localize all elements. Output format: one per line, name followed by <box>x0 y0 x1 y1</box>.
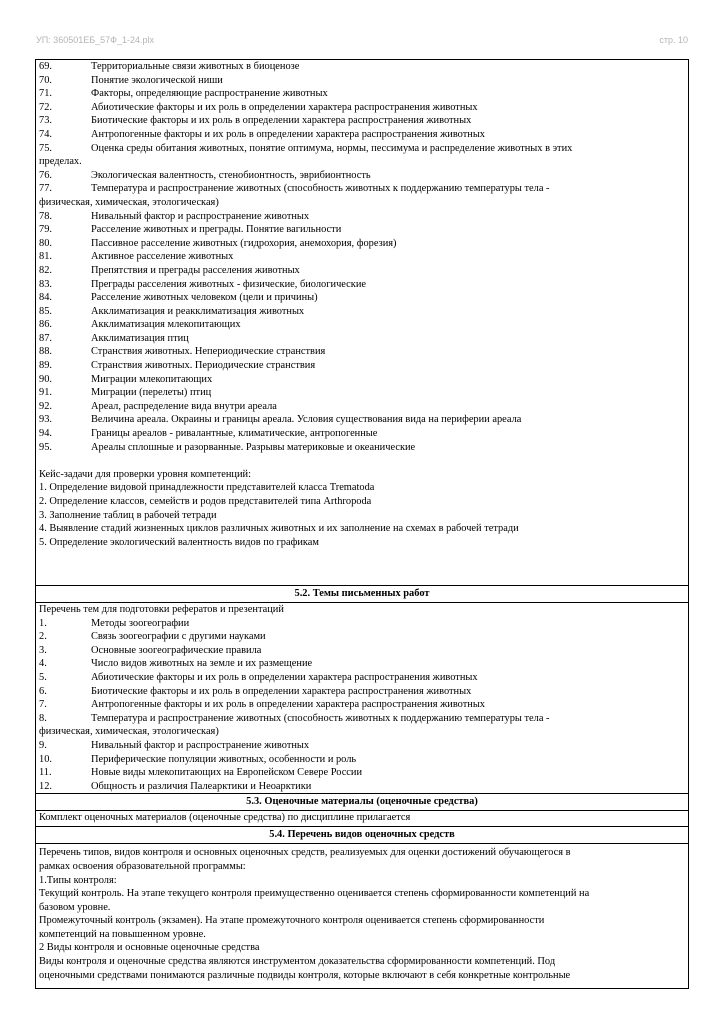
item-number: 78. <box>39 210 52 222</box>
list-item <box>39 671 685 685</box>
item-number: 91. <box>39 387 52 399</box>
item-text: Температура и распространение животных (способность животных к поддержанию температуры тела - <box>91 183 550 195</box>
item-number: 95. <box>39 441 52 453</box>
paragraph-line: Текущий контроль. На этапе текущего контроля преимущественно оценивается степень сформированности компетенций на <box>39 888 590 900</box>
list-item <box>39 128 685 142</box>
item-text: Акклиматизация и реакклиматизация животных <box>91 305 305 317</box>
item-text: Антропогенные факторы и их роль в определении характера распространения животных <box>91 699 485 711</box>
item-number: 3. <box>39 644 47 656</box>
item-text: Связь зоогеографии с другими науками <box>91 631 266 643</box>
list-item <box>39 101 685 115</box>
item-text: Антропогенные факторы и их роль в определении характера распространения животных <box>91 128 485 140</box>
item-number: 11. <box>39 767 52 779</box>
item-text: Территориальные связи животных в биоценозе <box>91 61 300 72</box>
list-item <box>39 332 685 346</box>
item-text: Акклиматизация млекопитающих <box>91 319 241 331</box>
item-text-continuation: физическая, химическая, этологическая) <box>39 196 219 208</box>
item-number: 86. <box>39 319 52 331</box>
list-item <box>39 359 685 373</box>
list-item <box>39 644 685 658</box>
item-text: Границы ареалов - ривалантные, климатические, антропогенные <box>91 428 378 440</box>
paragraph-line: компетенций на повышенном уровне. <box>39 928 206 940</box>
item-text: Оценка среды обитания животных, понятие оптимума, нормы, пессимума и распределение животных в этих <box>91 142 573 154</box>
list-item <box>39 712 685 726</box>
item-number: 10. <box>39 753 52 765</box>
item-text: Основные зоогеографические правила <box>91 644 262 656</box>
item-text: Число видов животных на земле и их размещение <box>91 658 313 670</box>
item-number: 82. <box>39 264 52 276</box>
item-text-continuation: пределах. <box>39 156 82 168</box>
paragraph-line: Промежуточный контроль (экзамен). На этапе промежуточного контроля оценивается степень сформированности <box>39 915 545 927</box>
item-number: 8. <box>39 712 47 724</box>
cases-title: Кейс-задачи для проверки уровня компетенций: <box>39 468 251 480</box>
questions-section <box>36 60 688 586</box>
section-5-2-intro: Перечень тем для подготовки рефератов и презентаций <box>39 604 284 615</box>
item-number: 88. <box>39 346 52 358</box>
list-item <box>39 698 685 712</box>
item-number: 4. <box>39 658 47 670</box>
item-number: 92. <box>39 400 52 412</box>
list-item <box>39 182 685 196</box>
paragraph-line: рамках освоения образовательной программы: <box>39 860 246 872</box>
list-item <box>39 305 685 319</box>
item-text: Периферические популяции животных, особенности и роль <box>91 753 357 765</box>
item-number: 85. <box>39 305 52 317</box>
item-number: 87. <box>39 332 52 344</box>
question-list <box>39 60 685 454</box>
item-text: Понятие экологической ниши <box>91 74 223 86</box>
paragraph-line: 1.Типы контроля: <box>39 874 117 886</box>
item-text: Величина ареала. Окраины и границы ареала. Условия существования вида на периферии ареала <box>91 414 522 426</box>
item-text: Абиотические факторы и их роль в определении характера распространения животных <box>91 671 478 683</box>
item-text: Преграды расселения животных - физические, биологические <box>91 278 366 290</box>
list-item <box>39 210 685 224</box>
item-text: Нивальный фактор и распространение животных <box>91 739 310 751</box>
list-item <box>39 278 685 292</box>
item-text: Расселение животных и преграды. Понятие вагильности <box>91 224 342 236</box>
item-number: 74. <box>39 128 52 140</box>
list-item <box>39 441 685 455</box>
item-number: 12. <box>39 780 52 792</box>
item-text: Препятствия и преграды расселения животных <box>91 264 300 276</box>
section-5-3-text: Комплект оценочных материалов (оценочные средства) по дисциплине прилагается <box>36 811 688 827</box>
case-item: 4. Выявление стадий жизненных циклов различных животных и их заполнение на схемах в рабочей тетради <box>39 523 519 535</box>
list-item <box>39 739 685 753</box>
item-number: 83. <box>39 278 52 290</box>
section-5-2-title: 5.2. Темы письменных работ <box>36 586 688 603</box>
item-number: 80. <box>39 237 52 249</box>
paragraph-line: Перечень типов, видов контроля и основных оценочных средств, реализуемых для оценки достижений обучающегося в <box>39 847 571 859</box>
item-text: Нивальный фактор и распространение животных <box>91 210 310 222</box>
list-item <box>39 766 685 780</box>
list-item <box>39 685 685 699</box>
item-text: Температура и распространение животных (способность животных к поддержанию температуры тела - <box>91 712 550 724</box>
item-number: 77. <box>39 183 52 195</box>
item-text: Факторы, определяющие распространение животных <box>91 88 328 100</box>
list-item <box>39 413 685 427</box>
case-item: 3. Заполнение таблиц в рабочей тетради <box>39 509 217 521</box>
section-5-4-title: 5.4. Перечень видов оценочных средств <box>36 827 688 844</box>
item-number: 73. <box>39 115 52 127</box>
list-item <box>39 345 685 359</box>
list-item <box>39 386 685 400</box>
item-number: 1. <box>39 617 47 629</box>
list-item <box>39 114 685 128</box>
list-item <box>39 753 685 767</box>
header-page-number: стр. 10 <box>659 35 688 45</box>
list-item <box>39 400 685 414</box>
case-item: 2. Определение классов, семейств и родов представителей типа Arthropoda <box>39 496 372 507</box>
item-number: 84. <box>39 292 52 304</box>
item-number: 75. <box>39 142 52 154</box>
section-5-3-title: 5.3. Оценочные материалы (оценочные средства) <box>36 794 688 811</box>
list-item <box>39 617 685 631</box>
item-text: Биотические факторы и их роль в определении характера распространения животных <box>91 115 472 127</box>
list-item <box>39 427 685 441</box>
item-number: 2. <box>39 631 47 643</box>
item-text: Экологическая валентность, стенобионтность, эврибионтность <box>91 169 371 181</box>
item-number: 72. <box>39 101 52 113</box>
list-item <box>39 60 685 74</box>
item-number: 90. <box>39 373 52 385</box>
item-text: Общность и различия Палеарктики и Неоарктики <box>91 780 312 792</box>
list-item <box>39 657 685 671</box>
list-item <box>39 223 685 237</box>
list-item <box>39 74 685 88</box>
item-number: 5. <box>39 671 47 683</box>
paragraph-line: оценочными средствами понимаются различные подвиды контроля, которые включают в себя конкретные контрольные <box>39 969 571 981</box>
list-item <box>39 237 685 251</box>
item-text: Ареал, распределение вида внутри ареала <box>91 400 277 412</box>
item-text: Миграции (перелеты) птиц <box>91 387 212 399</box>
case-list <box>39 481 685 549</box>
section-5-4-lines <box>39 846 685 982</box>
item-number: 7. <box>39 699 47 711</box>
topic-list <box>39 617 685 794</box>
section-5-4-body <box>36 844 688 988</box>
section-5-2-body <box>36 603 688 794</box>
list-item <box>39 87 685 101</box>
item-number: 69. <box>39 61 52 72</box>
list-item <box>39 264 685 278</box>
item-number: 94. <box>39 428 52 440</box>
case-item: 1. Определение видовой принадлежности представителей класса Trematoda <box>39 482 375 494</box>
item-number: 89. <box>39 360 52 372</box>
header-plan-code: УП: 360501ЕБ_57Ф_1-24.plx <box>36 35 155 45</box>
list-item <box>39 169 685 183</box>
list-item <box>39 780 685 794</box>
item-text: Абиотические факторы и их роль в определении характера распространения животных <box>91 101 478 113</box>
list-item <box>39 318 685 332</box>
item-text: Биотические факторы и их роль в определении характера распространения животных <box>91 685 472 697</box>
case-item: 5. Определение экологический валентность видов по графикам <box>39 536 319 548</box>
item-text: Пассивное расселение животных (гидрохория, анемохория, форезия) <box>91 237 397 249</box>
list-item <box>39 142 685 156</box>
item-number: 76. <box>39 169 52 181</box>
item-text: Методы зоогеографии <box>91 617 190 629</box>
document-table <box>35 59 689 989</box>
item-number: 9. <box>39 739 47 751</box>
list-item <box>39 373 685 387</box>
item-text: Новые виды млекопитающих на Европейском Севере России <box>91 767 363 779</box>
item-number: 93. <box>39 414 52 426</box>
paragraph-line: базовом уровне. <box>39 901 111 913</box>
item-number: 81. <box>39 251 52 263</box>
item-number: 6. <box>39 685 47 697</box>
item-text: Акклиматизация птиц <box>91 332 189 344</box>
list-item <box>39 291 685 305</box>
item-text: Странствия животных. Периодические странствия <box>91 360 316 372</box>
item-text: Активное расселение животных <box>91 251 234 263</box>
item-text-continuation: физическая, химическая, этологическая) <box>39 726 219 738</box>
item-number: 79. <box>39 224 52 236</box>
item-number: 71. <box>39 88 52 100</box>
item-text: Миграции млекопитающих <box>91 373 213 385</box>
paragraph-line: Виды контроля и оценочные средства являются инструментом доказательства сформированности компетенций. Под <box>39 956 556 968</box>
list-item <box>39 630 685 644</box>
item-text: Странствия животных. Непериодические странствия <box>91 346 326 358</box>
item-text: Расселение животных человеком (цели и причины) <box>91 292 318 304</box>
paragraph-line: 2 Виды контроля и основные оценочные средства <box>39 942 260 954</box>
list-item <box>39 250 685 264</box>
item-number: 70. <box>39 74 52 86</box>
item-text: Ареалы сплошные и разорванные. Разрывы материковые и океанические <box>91 441 416 453</box>
